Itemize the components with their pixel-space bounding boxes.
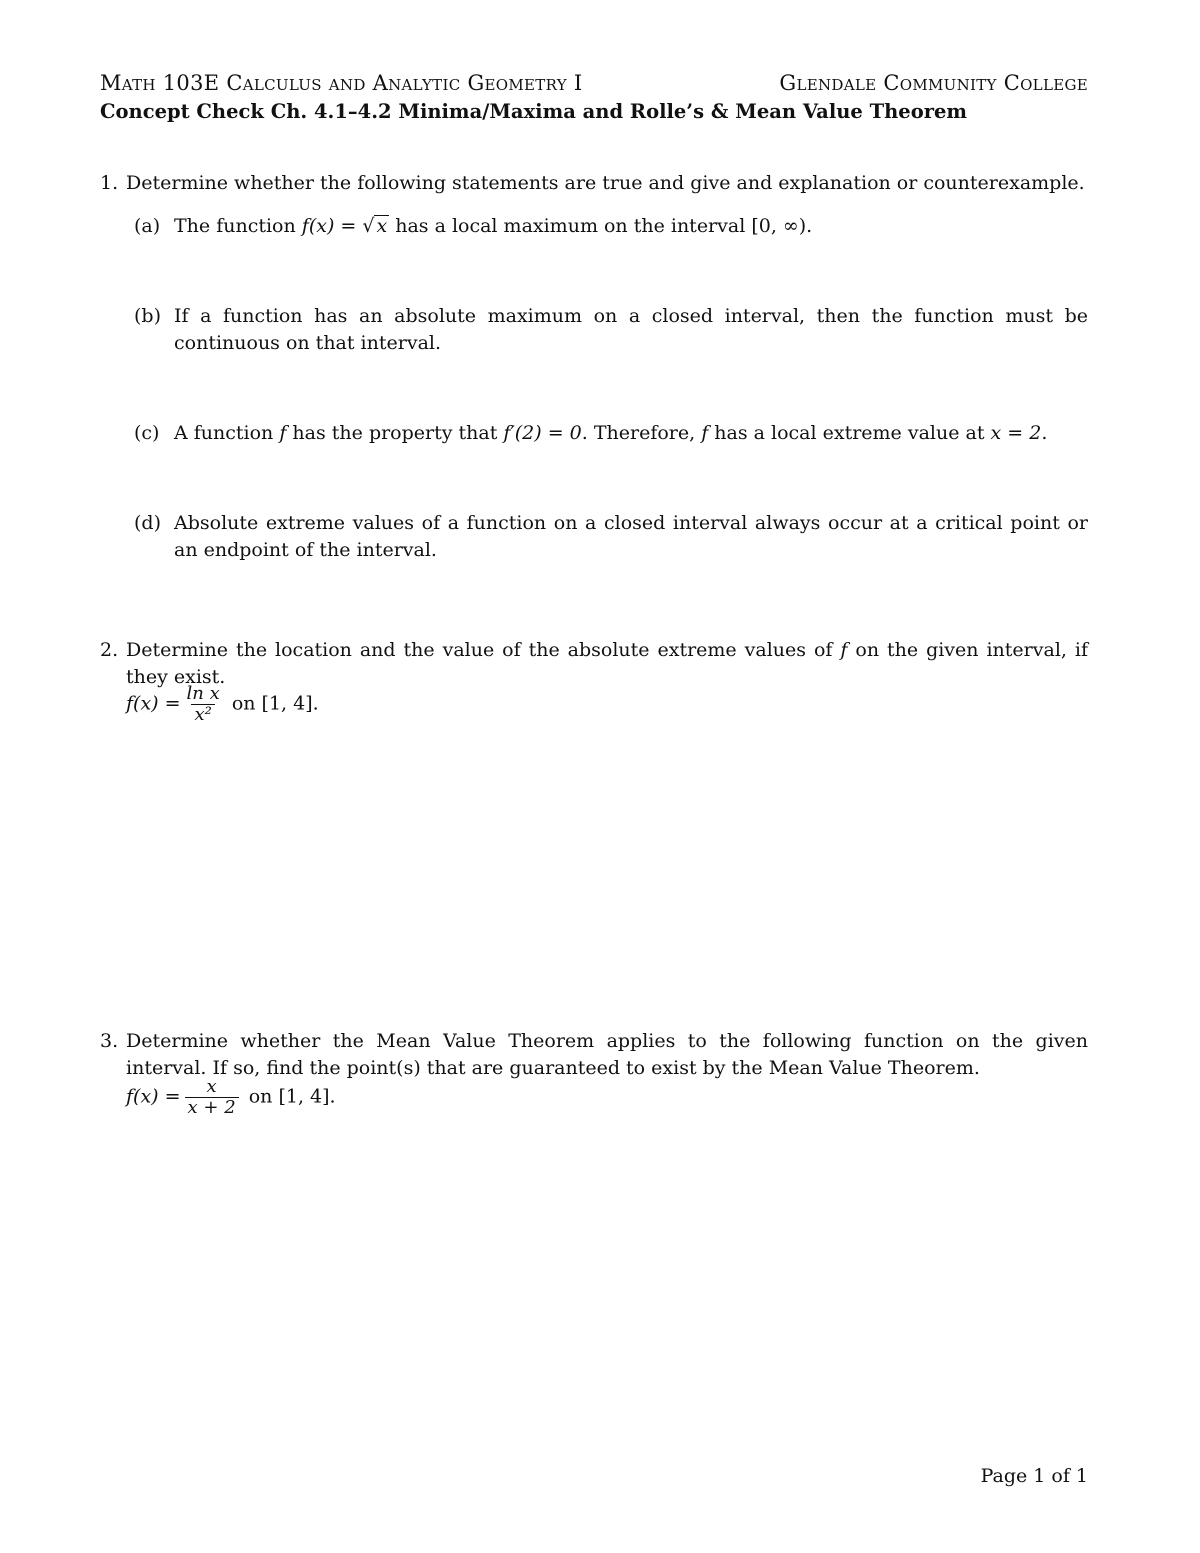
part-text: If a function has an absolute maximum on a closed interval, then the function must be continuous on that interval. xyxy=(174,305,1088,354)
numerator: ln x xyxy=(186,683,220,704)
interval: on [1, 4]. xyxy=(242,1085,336,1108)
function-lhs: f(x) = xyxy=(126,1085,181,1108)
part-text: Absolute extreme values of a function on a closed interval always occur at a critical point or an endpoint of the interval. xyxy=(174,512,1088,561)
part-label: (b) xyxy=(134,305,161,327)
function-expression: f(x) = xyxy=(301,215,363,237)
radicand: x xyxy=(376,215,388,237)
question-text: Determine whether the following statements are true and give and explanation or counterexample. xyxy=(126,172,1085,194)
question-text: Determine the location and the value of the absolute extreme values of f on the given interval, if they exist. xyxy=(126,639,1088,688)
college-name: Glendale Community College xyxy=(779,71,1088,95)
fraction xyxy=(185,1077,239,1118)
question-1d xyxy=(134,510,1088,564)
sqrt-symbol: √ xyxy=(362,215,375,237)
question-2-formula xyxy=(126,684,826,725)
numerator: x xyxy=(206,1076,217,1097)
part-text: The function f(x) = √ x has a local maximum on the interval [0, ∞). xyxy=(174,215,813,237)
part-label: (c) xyxy=(134,422,160,444)
course-title: Math 103E Calculus and Analytic Geometry I xyxy=(100,71,583,95)
question-1a xyxy=(134,213,1088,240)
question-text: Determine whether the Mean Value Theorem applies to the following function on the given interval. If so, find the point(s) that are guaranteed to exist by the Mean Value Theorem. xyxy=(126,1030,1088,1079)
question-number: 2. xyxy=(100,639,119,661)
question-number: 1. xyxy=(100,172,119,194)
question-number: 3. xyxy=(100,1030,119,1052)
denominator: x + 2 xyxy=(185,1097,239,1118)
question-2 xyxy=(100,637,1088,691)
question-1b xyxy=(134,303,1088,357)
interval: on [1, 4]. xyxy=(225,692,319,715)
fraction xyxy=(185,684,222,725)
part-text: A function f has the property that f′(2) = 0. Therefore, f has a local extreme value at x = 2. xyxy=(174,422,1048,444)
derivative-condition: f′(2) = 0 xyxy=(503,422,582,444)
question-1 xyxy=(100,170,1088,197)
question-1c xyxy=(134,420,1088,447)
page-number: Page 1 of 1 xyxy=(980,1465,1088,1487)
question-3 xyxy=(100,1028,1088,1082)
part-label: (a) xyxy=(134,215,161,237)
question-3-formula xyxy=(126,1077,826,1118)
header xyxy=(100,70,1088,100)
function-lhs: f(x) = xyxy=(126,692,181,715)
worksheet-subtitle: Concept Check Ch. 4.1–4.2 Minima/Maxima and Rolle’s & Mean Value Theorem xyxy=(100,100,968,123)
denominator: x² xyxy=(191,704,214,725)
part-label: (d) xyxy=(134,512,161,534)
